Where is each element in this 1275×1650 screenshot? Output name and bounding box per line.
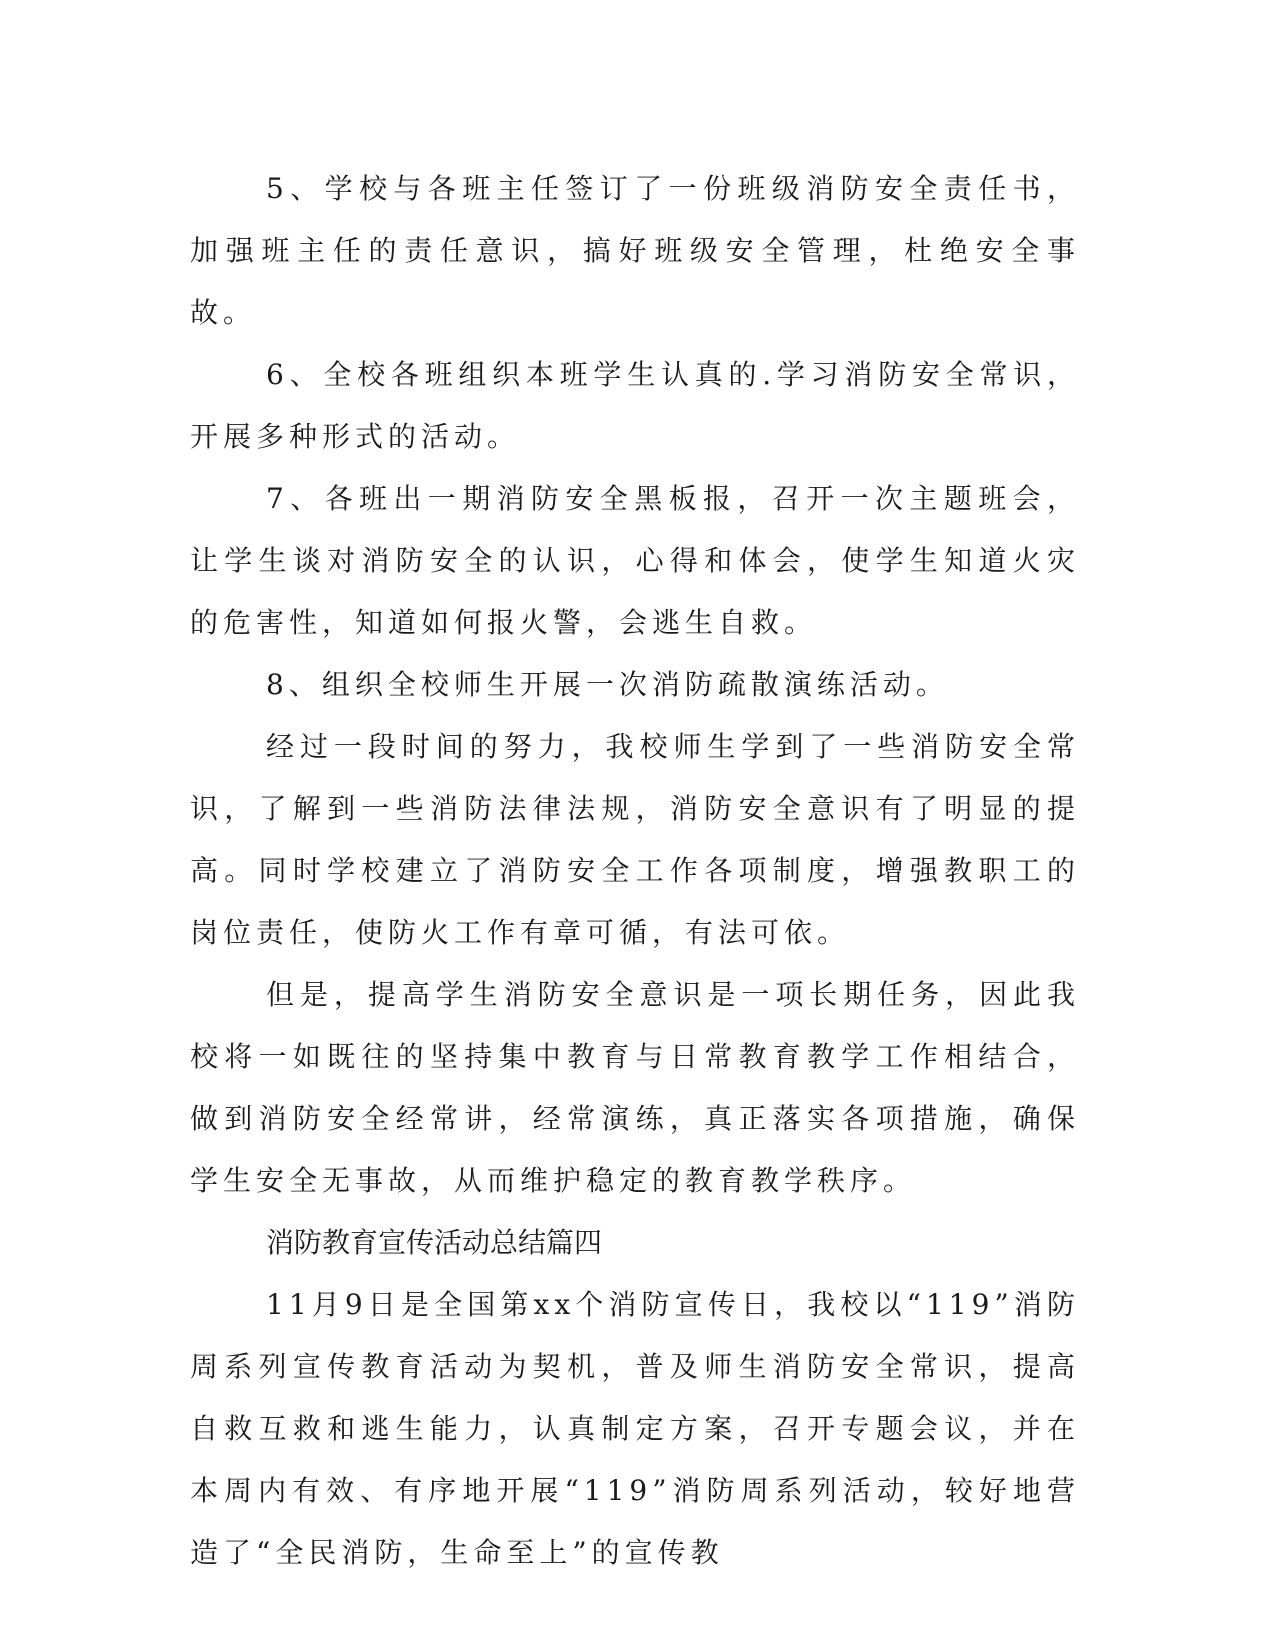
paragraph-future-plan: 但是，提高学生消防安全意识是一项长期任务，因此我校将一如既往的坚持集中教育与日常教育教学工作相结合，做到消防安全经常讲，经常演练，真正落实各项措施，确保学生安全无事故，从而维护稳定的教育教学秩序。 [190,978,1080,1197]
paragraph-item-8: 8、组织全校师生开展一次消防疏散演练活动。 [266,668,949,701]
section-heading: 消防教育宣传活动总结篇四 [266,1226,603,1259]
paragraph-progress-summary: 经过一段时间的努力，我校师生学到了一些消防安全常识，了解到一些消防法律法规，消防安全意识有了明显的提高。同时学校建立了消防安全工作各项制度，增强教职工的岗位责任，使防火工作有章可循，有法可依。 [190,730,1080,949]
paragraph-fire-day-intro: 11月9日是全国第xx个消防宣传日，我校以“119”消防周系列宣传教育活动为契机，普及师生消防安全常识，提高自救互救和逃生能力，认真制定方案，召开专题会议，并在本周内有效、有序地开展“119”消防周系列活动，较好地营造了“全民消防，生命至上”的宣传教 [190,1288,1080,1569]
document-body [190,158,1080,1584]
paragraph-item-5: 5、学校与各班主任签订了一份班级消防安全责任书，加强班主任的责任意识，搞好班级安全管理，杜绝安全事故。 [190,172,1080,329]
paragraph-item-7: 7、各班出一期消防安全黑板报，召开一次主题班会，让学生谈对消防安全的认识，心得和体会，使学生知道火灾的危害性，知道如何报火警，会逃生自救。 [190,482,1080,639]
paragraph-item-6: 6、全校各班组织本班学生认真的.学习消防安全常识，开展多种形式的活动。 [190,358,1080,453]
